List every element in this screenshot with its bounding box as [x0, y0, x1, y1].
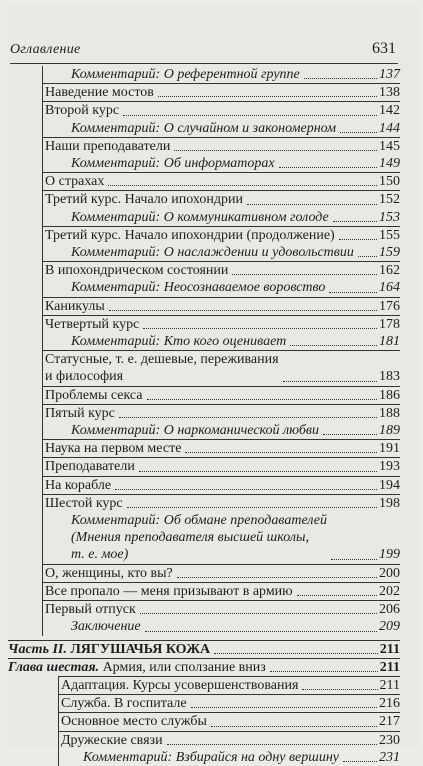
toc-text: [8, 641, 212, 658]
toc-page-number: 216: [379, 696, 400, 712]
toc-text: Служба. В госпитале: [61, 696, 187, 712]
toc-text-line: Статусные, т. е. дешевые, переживания: [45, 352, 279, 368]
toc-page-number: 176: [379, 298, 400, 314]
toc-page-number: 231: [379, 749, 400, 765]
toc-text: О страхах: [45, 174, 105, 190]
book-page: [8, 6, 420, 765]
toc-page-number: 138: [379, 85, 400, 101]
toc-entry: [42, 101, 400, 119]
toc-text: В ипохондрическом состоянии: [45, 263, 229, 279]
toc-entry: [58, 712, 400, 730]
leader-dots: [177, 577, 377, 578]
toc-comment: [42, 279, 400, 296]
toc-entry: [42, 404, 400, 422]
toc-text-line: и философия: [45, 369, 124, 385]
leader-dots: [340, 132, 377, 133]
toc-comment: [42, 618, 400, 635]
toc-page-number: 150: [379, 174, 400, 190]
toc-text: Преподаватели: [45, 459, 135, 475]
leader-dots: [358, 256, 377, 257]
toc-page-number: 145: [379, 138, 400, 154]
toc-page-number: 198: [379, 495, 400, 511]
toc-entry: [58, 694, 400, 712]
toc-text: Четвертый курс: [45, 316, 140, 332]
toc-entry: [42, 457, 400, 475]
toc-text: Адаптация. Курсы усовершенствования: [61, 677, 299, 693]
toc-title: Армия, или сползание вниз: [102, 659, 266, 675]
toc-page-number: 149: [379, 156, 400, 172]
toc-text: Проблемы секса: [45, 387, 143, 403]
leader-dots: [331, 559, 377, 560]
toc-chapter: [8, 658, 400, 676]
toc-entry: [42, 315, 400, 333]
toc-text-multiline: [45, 351, 281, 385]
toc-entry: [58, 676, 400, 694]
toc-page-number: 211: [379, 659, 400, 675]
leader-dots: [333, 221, 377, 222]
toc-entry: [42, 137, 400, 155]
table-of-contents: [8, 66, 400, 766]
toc-entry: [42, 350, 400, 385]
toc-page-number: 155: [379, 227, 400, 243]
toc-text: Каникулы: [45, 298, 105, 314]
leader-dots: [211, 726, 377, 727]
toc-text: Комментарий: О случайном и закономерном: [71, 120, 337, 136]
leader-dots: [119, 417, 377, 418]
leader-dots: [158, 96, 377, 97]
toc-entry: [42, 190, 400, 208]
toc-text: Комментарий: О референтной группе: [71, 67, 300, 82]
toc-page-number: 211: [379, 641, 400, 657]
toc-page-number: 193: [379, 459, 400, 475]
toc-text-multiline: [71, 512, 329, 564]
leader-dots: [123, 115, 377, 116]
toc-comment: [42, 209, 400, 226]
toc-page-number: 200: [379, 565, 400, 581]
toc-page-number: 230: [379, 732, 400, 748]
toc-text: Пятый курс: [45, 405, 115, 421]
leader-dots: [302, 689, 377, 690]
toc-entry: [42, 564, 400, 582]
toc-text: Шестой курс: [45, 495, 123, 511]
leader-dots: [139, 471, 377, 472]
toc-text: Комментарий: Кто кого оценивает: [71, 334, 287, 350]
toc-text: Третий курс. Начало ипохондрии: [45, 192, 243, 208]
toc-entry: [42, 172, 400, 190]
leader-dots: [343, 761, 377, 762]
page-header: [10, 40, 402, 62]
toc-text: Первый отпуск: [45, 602, 136, 618]
leader-dots: [191, 707, 377, 708]
toc-text: Все пропало — меня призывают в армию: [45, 583, 293, 599]
leader-dots: [323, 434, 377, 435]
toc-page-number: 153: [379, 209, 400, 225]
toc-text: Комментарий: Об информаторах: [71, 156, 275, 172]
toc-text: Комментарий: О наркоманической любви: [71, 423, 319, 439]
toc-entry: [42, 582, 400, 600]
toc-text: Дружеские связи: [61, 732, 163, 748]
leader-dots: [297, 595, 377, 596]
toc-entry: [42, 386, 400, 404]
toc-page-number: 211: [379, 677, 400, 693]
leader-dots: [214, 653, 378, 654]
leader-dots: [109, 310, 377, 311]
leader-dots: [115, 489, 377, 490]
toc-text: Заключение: [71, 619, 141, 635]
toc-page-number: 142: [379, 103, 400, 119]
leader-dots: [174, 150, 377, 151]
toc-text: [8, 659, 268, 676]
leader-dots: [147, 399, 377, 400]
toc-text-line: т. е. мое): [71, 547, 129, 563]
leader-dots: [232, 274, 377, 275]
leader-dots: [290, 345, 377, 346]
section-title: Оглавление: [10, 42, 81, 57]
toc-comment: [42, 333, 400, 350]
leader-dots: [140, 613, 377, 614]
toc-comment: [42, 155, 400, 172]
toc-page-number: 152: [379, 192, 400, 208]
leader-dots: [143, 328, 377, 329]
toc-page-number: 159: [379, 245, 400, 261]
toc-text-line: (Мнения преподавателя высшей школы,: [71, 530, 309, 546]
toc-page-number: 183: [379, 369, 400, 385]
toc-text: Комментарий: О наслаждении и удовольствии: [71, 245, 354, 261]
leader-dots: [247, 204, 377, 205]
toc-text: Третий курс. Начало ипохондрии (продолжение): [45, 227, 335, 243]
toc-entry: [42, 439, 400, 457]
toc-text: Наведение мостов: [45, 85, 154, 101]
toc-text: Комментарий: Взбирайся на одну вершину: [83, 749, 339, 765]
leader-dots: [329, 292, 377, 293]
toc-text: Наши преподаватели: [45, 138, 171, 154]
leader-dots: [339, 239, 377, 240]
toc-entry: [42, 600, 400, 618]
toc-page-number: 178: [379, 316, 400, 332]
toc-text: На корабле: [45, 477, 112, 493]
header-rule: [10, 63, 398, 64]
toc-text: Наука на первом месте: [45, 441, 182, 457]
toc-page-number: 191: [379, 441, 400, 457]
toc-page-number: 217: [379, 714, 400, 730]
toc-prefix: Глава шестая.: [8, 659, 103, 675]
leader-dots: [279, 167, 377, 168]
leader-dots: [304, 78, 377, 79]
leader-dots: [145, 631, 377, 632]
toc-page-number: 189: [379, 423, 400, 439]
leader-dots: [185, 452, 377, 453]
toc-text: О, женщины, кто вы?: [45, 565, 173, 581]
toc-comment: [58, 749, 400, 766]
toc-text-line: Комментарий: Об обмане преподавателей: [71, 513, 328, 529]
toc-page-number: 181: [379, 334, 400, 350]
toc-page-number: 162: [379, 263, 400, 279]
toc-entry: [42, 83, 400, 101]
leader-dots: [270, 671, 378, 672]
toc-entry: [42, 226, 400, 244]
toc-page-number: 199: [379, 547, 400, 563]
toc-page-number: 209: [379, 619, 400, 635]
leader-dots: [283, 381, 377, 382]
toc-entry: [42, 261, 400, 279]
toc-prefix: Часть II.: [8, 641, 71, 657]
toc-page-number: 144: [379, 120, 400, 136]
toc-text: Комментарий: Неосознаваемое воровство: [71, 280, 326, 296]
leader-dots: [167, 744, 377, 745]
toc-part: [8, 640, 400, 658]
page-number: 631: [372, 40, 396, 57]
toc-page-number: 194: [379, 477, 400, 493]
toc-page-number: 164: [379, 280, 400, 296]
toc-title: ЛЯГУШАЧЬЯ КОЖА: [70, 641, 211, 657]
toc-entry: [42, 297, 400, 315]
toc-entry: [42, 476, 400, 494]
toc-text: Основное место службы: [61, 714, 207, 730]
toc-comment: [42, 120, 400, 137]
leader-dots: [127, 507, 377, 508]
toc-comment: [42, 66, 400, 83]
toc-entry: [58, 731, 400, 749]
toc-page-number: 137: [379, 67, 400, 82]
toc-comment: [42, 244, 400, 261]
toc-text: Второй курс: [45, 103, 120, 119]
toc-page-number: 188: [379, 405, 400, 421]
toc-page-number: 186: [379, 387, 400, 403]
toc-text: Комментарий: О коммуникативном голоде: [71, 209, 329, 225]
toc-comment: [42, 512, 400, 564]
toc-page-number: 202: [379, 583, 400, 599]
toc-entry: [42, 494, 400, 512]
leader-dots: [108, 185, 377, 186]
toc-page-number: 206: [379, 602, 400, 618]
toc-comment: [42, 422, 400, 439]
